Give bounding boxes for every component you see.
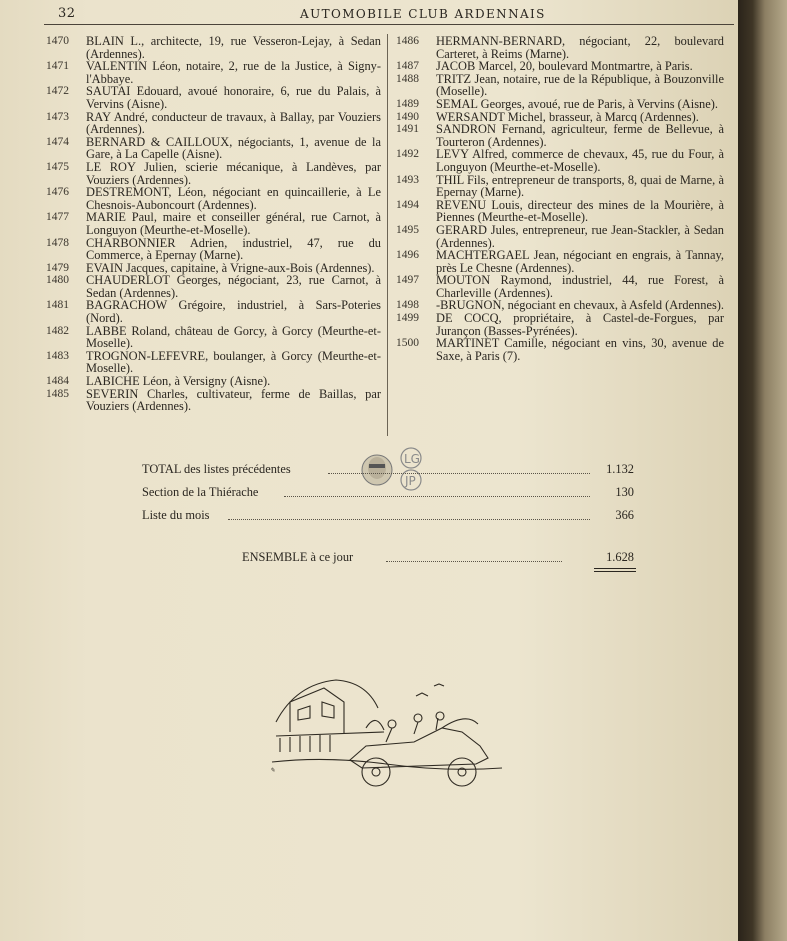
member-entry <box>46 375 381 388</box>
ensemble-value: 1.628 <box>606 550 634 564</box>
header-rule <box>44 24 734 25</box>
member-details: GERARD Jules, entrepreneur, rue Jean-Stackler, à Sedan (Ardennes). <box>436 222 724 250</box>
member-list-left <box>46 35 381 413</box>
member-number: 1475 <box>46 160 69 173</box>
member-details: LABBE Roland, château de Gorcy, à Gorcy (Meurthe-et-Moselle). <box>86 323 381 351</box>
member-number: 1491 <box>396 123 419 136</box>
next-page-edge <box>738 0 787 941</box>
member-details: SEVERIN Charles, cultivateur, ferme de Baillas, par Vouziers (Ardennes). <box>86 386 381 414</box>
leader-dots <box>386 550 562 562</box>
member-details: REVENU Louis, directeur des mines de la Mourière, à Piennes (Meurthe-et-Moselle). <box>436 197 724 225</box>
member-entry <box>396 224 724 249</box>
member-number: 1500 <box>396 337 419 350</box>
member-number: 1496 <box>396 249 419 262</box>
page-number: 32 <box>58 6 76 21</box>
member-entry <box>396 73 724 98</box>
member-number: 1484 <box>46 375 69 388</box>
member-number: 1482 <box>46 324 69 337</box>
member-number: 1487 <box>396 60 419 73</box>
artist-signature: ✎ <box>270 767 276 774</box>
member-entry <box>396 174 724 199</box>
member-number: 1490 <box>396 110 419 123</box>
member-details: JACOB Marcel, 20, boulevard Montmartre, à Paris. <box>436 59 693 74</box>
total-label: TOTAL des listes précédentes <box>142 462 291 476</box>
member-number: 1494 <box>396 198 419 211</box>
total-label: Liste du mois <box>142 508 210 522</box>
member-entry <box>46 325 381 350</box>
member-entry <box>396 148 724 173</box>
member-entry <box>46 186 381 211</box>
member-details: MARTINET Camille, négociant en vins, 30, avenue de Saxe, à Paris (7). <box>436 336 724 363</box>
total-value: 1.132 <box>606 462 634 476</box>
member-number: 1478 <box>46 236 69 249</box>
member-entry <box>396 35 724 60</box>
member-number: 1471 <box>46 60 69 73</box>
member-number: 1481 <box>46 299 69 312</box>
member-number: 1495 <box>396 223 419 236</box>
member-entry <box>46 211 381 236</box>
member-entry <box>46 350 381 375</box>
member-number: 1498 <box>396 299 419 312</box>
vintage-car-illustration <box>266 672 506 800</box>
member-number: 1474 <box>46 135 69 148</box>
leader-dots <box>228 508 590 520</box>
member-number: 1486 <box>396 35 419 47</box>
member-number: 1493 <box>396 173 419 186</box>
member-entry <box>46 111 381 136</box>
member-details: RAY André, conducteur de travaux, à Ballay, par Vouziers (Ardennes). <box>86 109 381 137</box>
member-number: 1492 <box>396 148 419 161</box>
member-details: MARIE Paul, maire et conseiller général, rue Carnot, à Longuyon (Meurthe-et-Moselle). <box>86 210 381 237</box>
member-details: LEVY Alfred, commerce de chevaux, 45, rue du Four, à Longuyon (Meurthe-et-Moselle). <box>436 147 724 174</box>
total-value: 130 <box>615 485 634 499</box>
member-details: CHAUDERLOT Georges, négociant, 23, rue Carnot, à Sedan (Ardennes). <box>86 273 381 300</box>
totals-table <box>142 462 642 564</box>
total-label: Section de la Thiérache <box>142 485 259 499</box>
member-entry <box>396 98 724 111</box>
member-number: 1485 <box>46 387 69 400</box>
member-number: 1470 <box>46 35 69 47</box>
member-details: VALENTIN Léon, notaire, 2, rue de la Justice, à Signy-l'Abbaye. <box>86 59 381 86</box>
member-entry <box>46 237 381 262</box>
member-entry <box>396 60 724 73</box>
member-entry <box>396 337 724 362</box>
leader-dots <box>328 462 590 474</box>
watermark-letters-top: LG <box>404 452 420 466</box>
running-title: AUTOMOBILE CLUB ARDENNAIS <box>300 7 546 21</box>
member-entry <box>46 136 381 161</box>
member-details: MOUTON Raymond, industriel, 44, rue Forest, à Charleville (Ardennes). <box>436 273 724 300</box>
member-details: DESTREMONT, Léon, négociant en quincaillerie, à Le Chesnois-Auboncourt (Ardennes). <box>86 185 381 212</box>
ensemble-label: ENSEMBLE à ce jour <box>242 550 354 564</box>
member-number: 1473 <box>46 110 69 123</box>
column-divider <box>387 34 388 436</box>
page-header <box>0 4 738 26</box>
member-entry <box>46 299 381 324</box>
member-entry <box>396 274 724 299</box>
member-number: 1488 <box>396 72 419 85</box>
member-entry <box>46 60 381 85</box>
member-entry <box>396 312 724 337</box>
member-details: SAUTAI Edouard, avoué honoraire, 6, rue du Palais, à Vervins (Aisne). <box>86 84 381 111</box>
member-entry <box>46 161 381 186</box>
member-details: THIL Fils, entrepreneur de transports, 8, quai de Marne, à Epernay (Marne). <box>436 172 724 200</box>
member-details: DE COCQ, propriétaire, à Castel-de-Forgues, par Jurançon (Basses-Pyrénées). <box>436 311 724 338</box>
member-details: BLAIN L., architecte, 19, rue Vesseron-Lejay, à Sedan (Ardennes). <box>86 34 381 61</box>
member-details: BERNARD & CAILLOUX, négociants, 1, avenue de la Gare, à La Capelle (Aisne). <box>86 134 381 162</box>
member-details: TROGNON-LEFEVRE, boulanger, à Gorcy (Meurthe-et-Moselle). <box>86 348 381 376</box>
member-entry <box>46 388 381 413</box>
member-number: 1480 <box>46 274 69 287</box>
sum-rule <box>594 568 636 569</box>
member-details: CHARBONNIER Adrien, industriel, 47, rue du Commerce, à Epernay (Marne). <box>86 235 381 263</box>
member-entry <box>396 123 724 148</box>
member-details: TRITZ Jean, notaire, rue de la République, à Bouzonville (Moselle). <box>436 71 724 99</box>
member-entry <box>46 274 381 299</box>
sum-rule-double <box>594 571 636 572</box>
watermark-letters-bottom: JP <box>405 474 416 488</box>
member-entry <box>46 35 381 60</box>
total-row <box>142 462 642 485</box>
member-details: WERSANDT Michel, brasseur, à Marcq (Ardennes). <box>436 109 699 124</box>
member-details: EVAIN Jacques, capitaine, à Vrigne-aux-Bois (Ardennes). <box>86 260 375 275</box>
member-number: 1472 <box>46 85 69 98</box>
total-value: 366 <box>615 508 634 522</box>
member-entry <box>46 85 381 110</box>
member-details: BAGRACHOW Grégoire, industriel, à Sars-Poteries (Nord). <box>86 298 381 326</box>
member-number: 1499 <box>396 312 419 325</box>
member-number: 1489 <box>396 97 419 110</box>
member-details: -BRUGNON, négociant en chevaux, à Asfeld (Ardennes). <box>436 298 724 313</box>
member-entry <box>396 199 724 224</box>
member-details: MACHTERGAEL Jean, négociant en engrais, à Tannay, près Le Chesne (Ardennes). <box>436 248 724 275</box>
member-number: 1497 <box>396 274 419 287</box>
member-number: 1477 <box>46 211 69 224</box>
member-number: 1476 <box>46 186 69 199</box>
member-details: SEMAL Georges, avoué, rue de Paris, à Vervins (Aisne). <box>436 96 718 111</box>
total-row <box>142 485 642 508</box>
member-entry <box>396 249 724 274</box>
member-details: SANDRON Fernand, agriculteur, ferme de Bellevue, à Tourteron (Ardennes). <box>436 122 724 149</box>
member-list-right <box>396 35 724 362</box>
member-number: 1479 <box>46 261 69 274</box>
ensemble-row <box>242 550 642 570</box>
leader-dots <box>284 485 590 497</box>
member-details: LABICHE Léon, à Versigny (Aisne). <box>86 374 271 389</box>
member-details: HERMANN-BERNARD, négociant, 22, boulevard Carteret, à Reims (Marne). <box>436 34 724 61</box>
member-details: LE ROY Julien, scierie mécanique, à Landèves, par Vouziers (Ardennes). <box>86 159 381 187</box>
total-row <box>142 508 642 531</box>
member-number: 1483 <box>46 349 69 362</box>
